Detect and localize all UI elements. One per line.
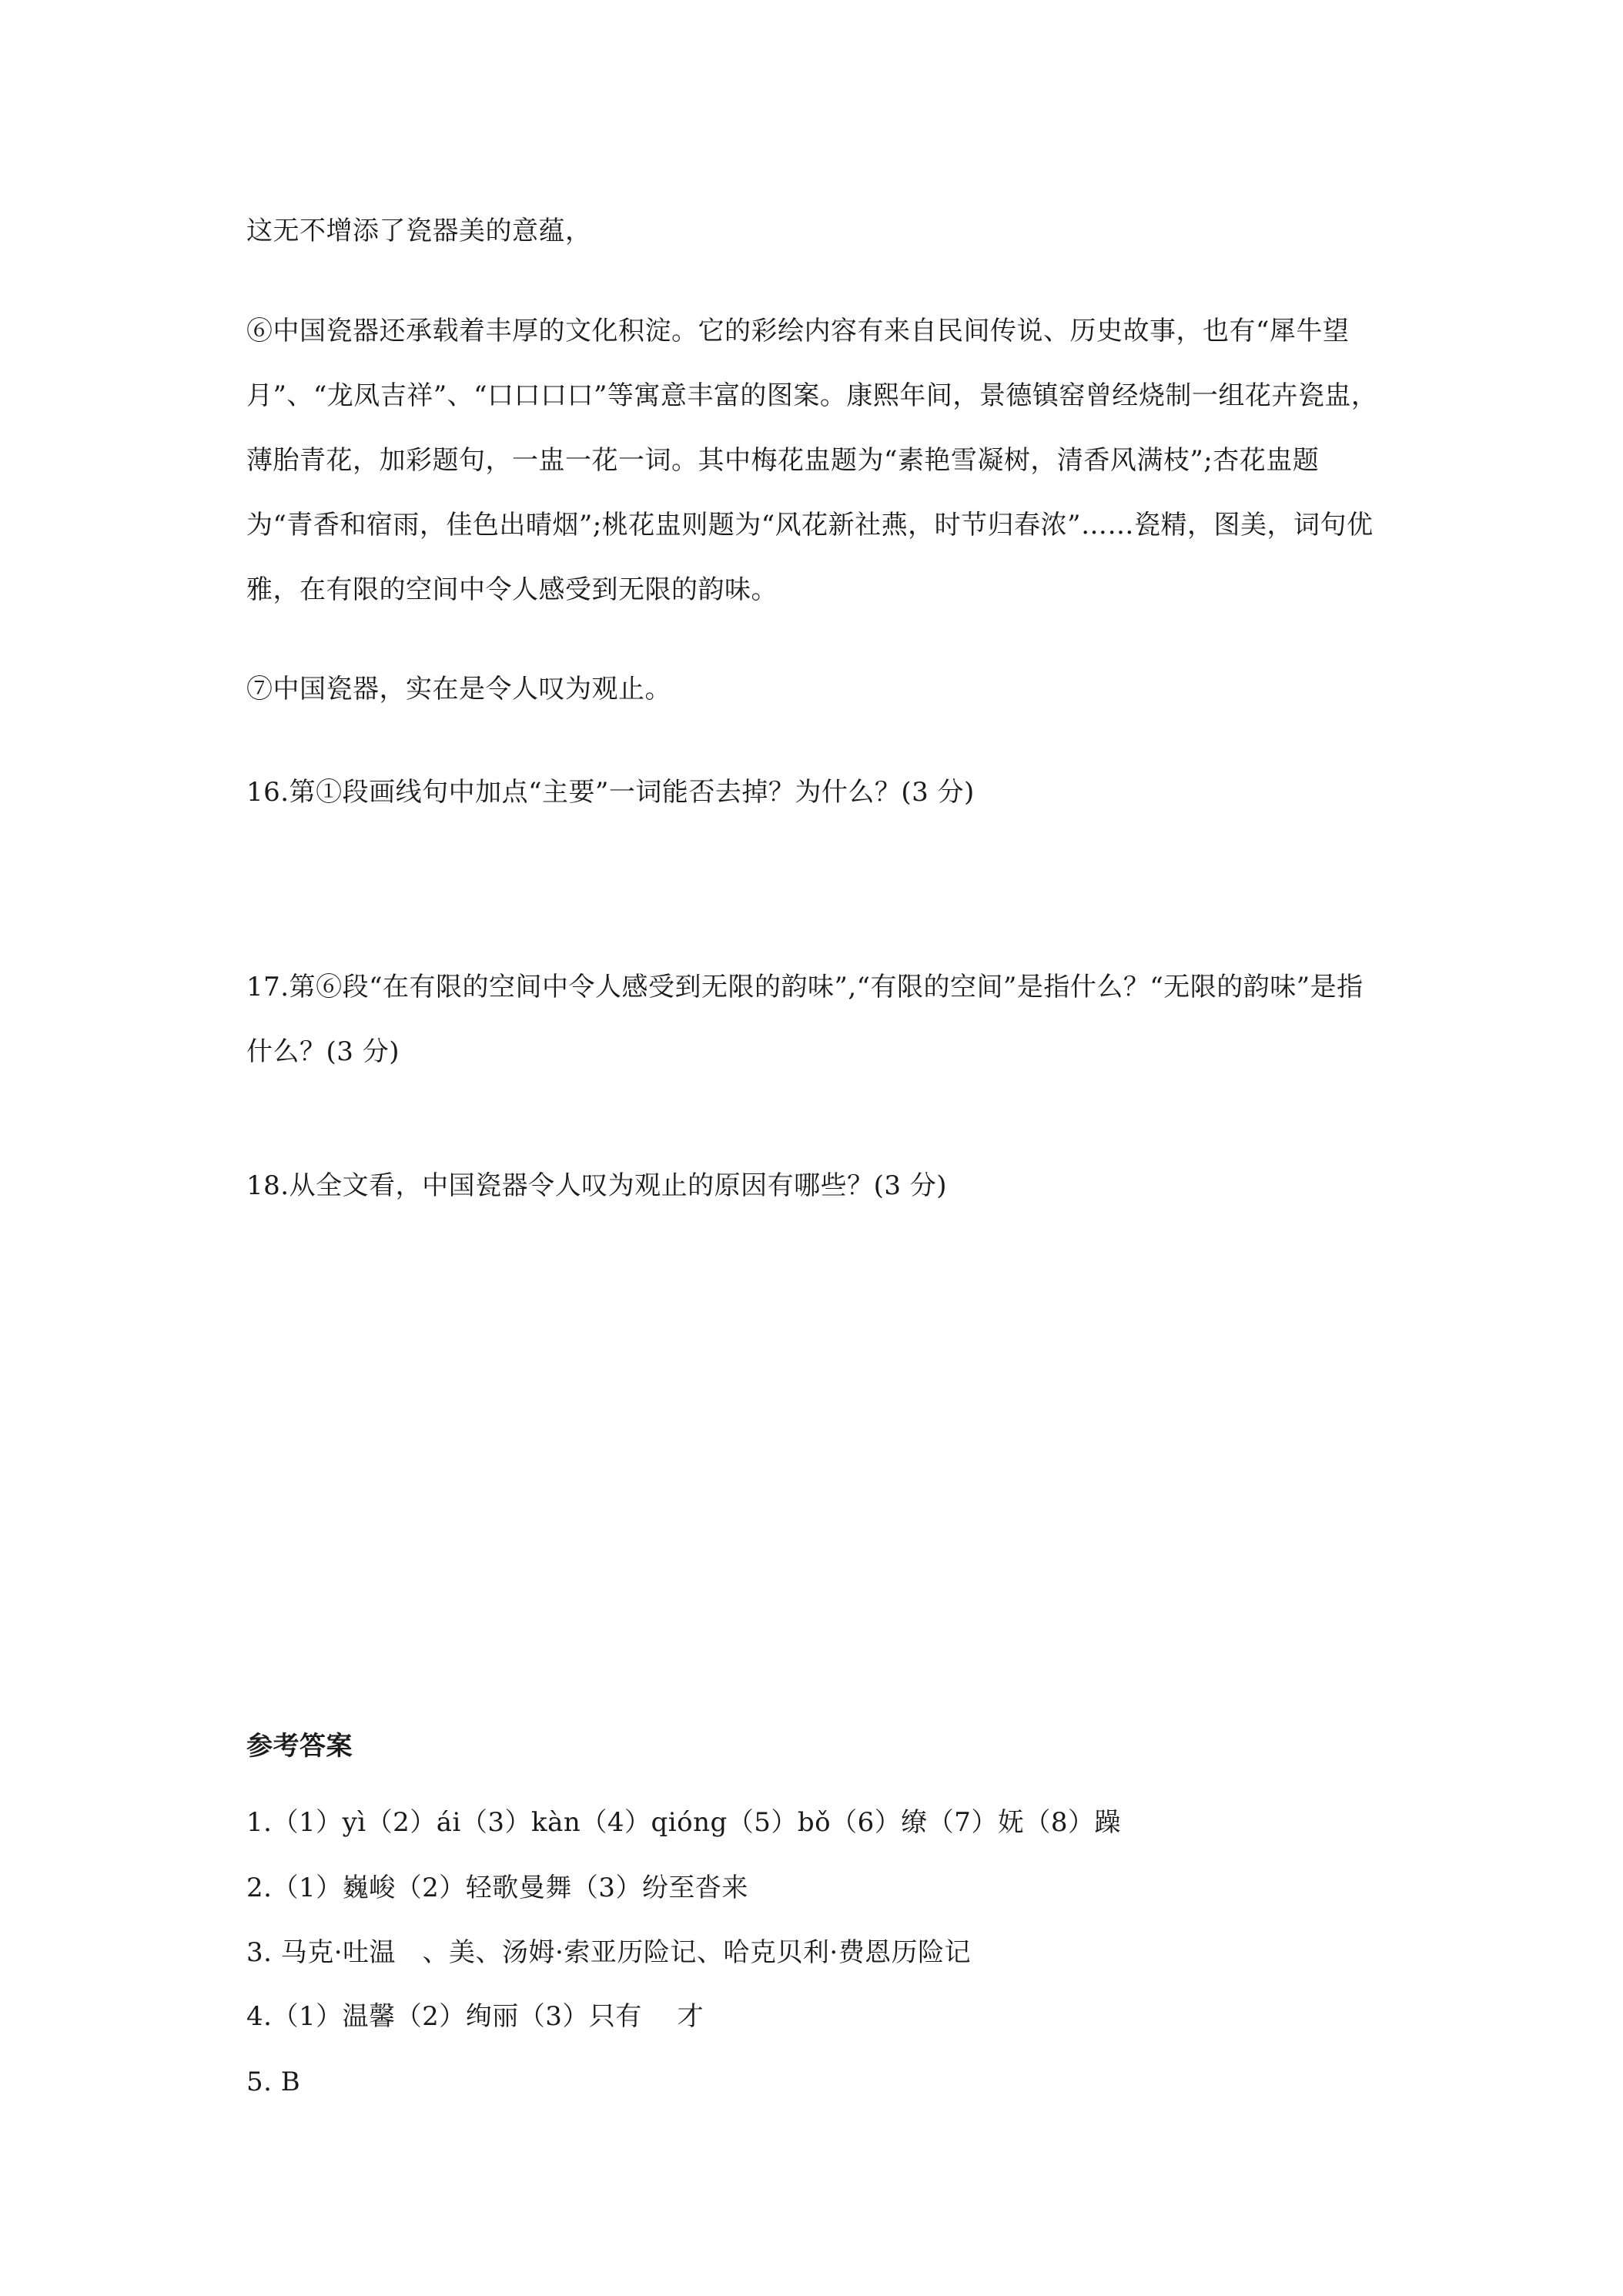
passage-line-end: 这无不增添了瓷器美的意蕴， (246, 216, 592, 246)
answer-item-4: 4.（1）温馨（2）绚丽（3）只有 才 (246, 2001, 704, 2032)
question-17: 17.第⑥段“在有限的空间中令人感受到无限的韵味”,“有限的空间”是指什么？“无限的韵味”是指什么？(3 分) (246, 972, 1364, 1067)
paragraph-6: ⑥中国瓷器还承载着丰厚的文化积淀。它的彩绘内容有来自民间传说、历史故事，也有“犀牛望月”、“龙凤吉祥”、“口口口口”等寓意丰富的图案。康熙年间，景德镇窑曾经烧制一组花卉瓷盅，薄胎青花，加彩题句，一盅一花一词。其中梅花盅题为“素艳雪凝树，清香风满枝”;杏花盅题为“青香和宿雨，佳色出晴烟”;桃花盅则题为“风花新社燕，时节归春浓”……瓷精，图美，词句优雅，在有限的空间中令人感受到无限的韵味。 (246, 316, 1378, 605)
paragraph-7: ⑦中国瓷器，实在是令人叹为观止。 (246, 674, 671, 705)
question-16: 16.第①段画线句中加点“主要”一词能否去掉？为什么？(3 分) (246, 777, 975, 808)
question-18: 18.从全文看，中国瓷器令人叹为观止的原因有哪些？(3 分) (246, 1170, 948, 1201)
answers-title: 参考答案 (246, 1731, 353, 1762)
answer-item-3: 3. 马克·吐温 、美、汤姆·索亚历险记、哈克贝利·费恩历险记 (246, 1937, 972, 1968)
answer-item-2: 2.（1）巍峻（2）轻歌曼舞（3）纷至沓来 (246, 1873, 748, 1903)
answer-item-5: 5. B (246, 2067, 301, 2097)
answer-item-1: 1.（1）yì（2）ái（3）kàn（4）qióng（5）bǒ（6）缭（7）妩（8）躁 (246, 1807, 1121, 1838)
